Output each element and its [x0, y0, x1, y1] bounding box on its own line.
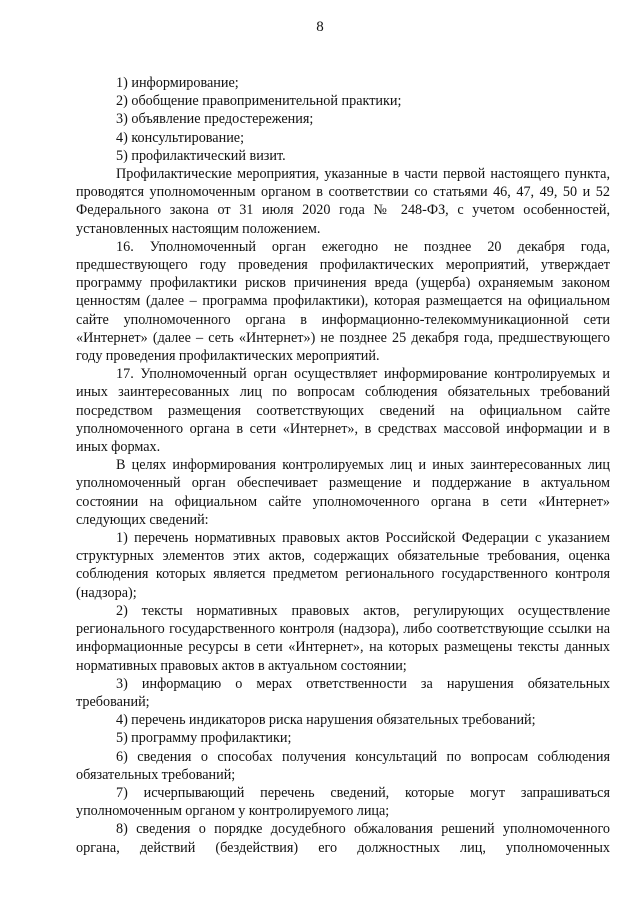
- subitem-8: 8) сведения о порядке досудебного обжалования решений уполномоченного органа, действий (бездействия) его должностных лиц, уполномоченных: [76, 821, 610, 856]
- subitem-4: 4) перечень индикаторов риска нарушения обязательных требований;: [116, 712, 536, 729]
- list-item-informing: 1) информирование;: [116, 75, 239, 91]
- paragraph-16: 16. Уполномоченный орган ежегодно не позднее 20 декабря года, предшествующего году проведения профилактических мероприятий, утверждает программу профилактики рисков причинения вреда (ущерба) охраняемым законом ценностям (далее – программа профилактики), которая размещается на официальном сайте уполномоченного органа в информационно-телекоммуникационной сети «Интернет» (далее – сеть «Интернет») не позднее 25 декабря года, предшествующего году проведения профилактических мероприятий.: [76, 238, 610, 365]
- paragraph-17: 17. Уполномоченный орган осуществляет информирование контролируемых и иных заинтересованных лиц по вопросам соблюдения обязательных требований посредством размещения соответствующих сведений на официальном сайте уполномоченного органа в сети «Интернет», в средствах массовой информации и в иных формах.: [76, 366, 610, 456]
- list-item-warning: 3) объявление предостережения;: [116, 111, 314, 128]
- list-item-consulting: 4) консультирование;: [116, 129, 245, 146]
- subitem-3: 3) информацию о мерах ответственности за нарушения обязательных требований;: [76, 675, 610, 710]
- paragraph-information-purposes: В целях информирования контролируемых лиц и иных заинтересованных лиц уполномоченный орган обеспечивает размещение и поддержание в актуальном состоянии на официальном сайте уполномоченного органа в сети «Интернет» следующих сведений:: [76, 457, 610, 528]
- subitem-7: 7) исчерпывающий перечень сведений, которые могут запрашиваться уполномоченным органом у контролируемого лица;: [76, 784, 610, 820]
- subitem-5: 5) программу профилактики;: [116, 730, 292, 747]
- paragraph-preventive-measures: Профилактические мероприятия, указанные в части первой настоящего пункта, проводятся уполномоченным органом в соответствии со статьями 46, 47, 49, 50 и 52 Федерального закона от 31 июля 2020 года № 248-ФЗ, с учетом особенностей, установленных настоящим положением.: [76, 166, 610, 237]
- document-body: [76, 74, 610, 875]
- page-number: 8: [316, 19, 324, 35]
- subitem-6: 6) сведения о способах получения консультаций по вопросам соблюдения обязательных требований;: [76, 748, 610, 783]
- subitem-1: 1) перечень нормативных правовых актов Российской Федерации с указанием структурных элементов этих актов, содержащих обязательные требования, оценка соблюдения которых является предметом регионального государственного контроля (надзора);: [76, 530, 610, 601]
- subitem-2: 2) тексты нормативных правовых актов, регулирующих осуществление регионального государственного контроля (надзора), либо соответствующие ссылки на информационные ресурсы в сети «Интернет», на которых размещены тексты данных нормативных правовых актов в актуальном состоянии;: [76, 602, 610, 674]
- list-item-visit: 5) профилактический визит.: [116, 147, 286, 164]
- list-item-generalization: 2) обобщение правоприменительной практики;: [116, 93, 402, 110]
